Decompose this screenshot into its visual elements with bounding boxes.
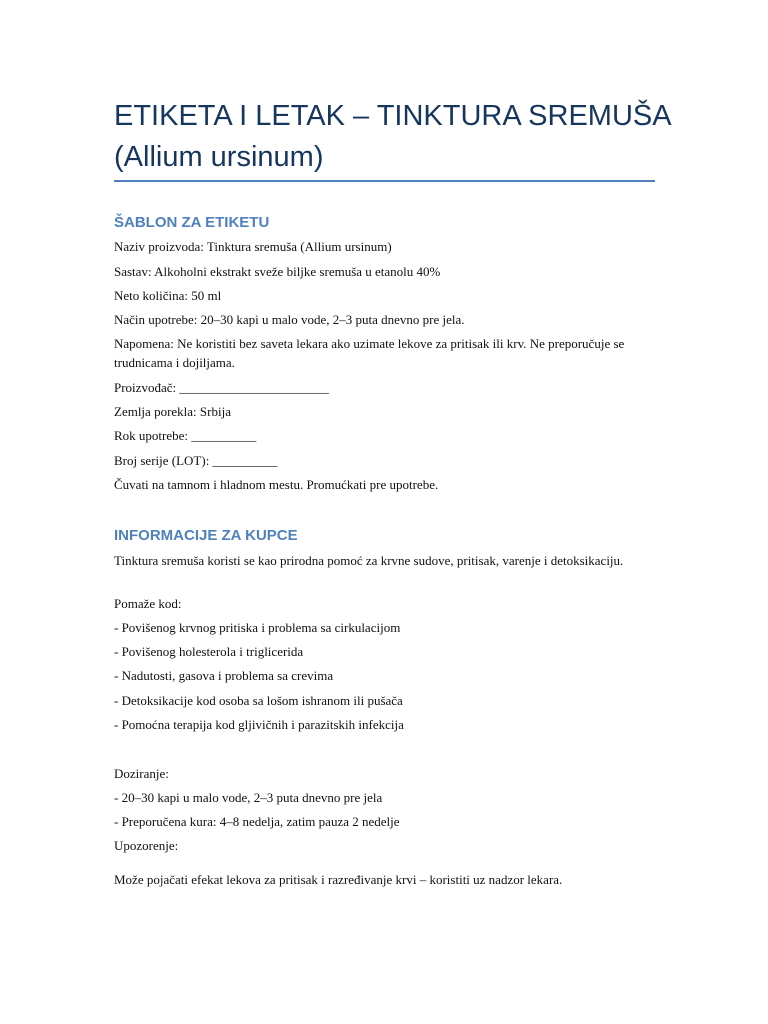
label-template-heading: ŠABLON ZA ETIKETU bbox=[114, 214, 270, 231]
label-note: Napomena: Ne koristiti bez saveta lekara ako uzimate lekove za pritisak ili krv. Ne preporučuje se trudnicama i dojiljama. bbox=[114, 336, 625, 370]
document-title bbox=[114, 96, 674, 178]
label-storage: Čuvati na tamnom i hladnom mestu. Promućkati pre upotrebe. bbox=[114, 477, 439, 492]
helps-label: Pomaže kod: bbox=[114, 596, 182, 611]
dosage-item: - Preporučena kura: 4–8 nedelja, zatim pauza 2 nedelje bbox=[114, 814, 400, 829]
warning-text: Može pojačati efekat lekova za pritisak i razređivanje krvi – koristiti uz nadzor lekara. bbox=[114, 872, 563, 887]
label-manufacturer: Proizvođač: _______________________ bbox=[114, 380, 329, 395]
helps-item: - Povišenog krvnog pritiska i problema sa cirkulacijom bbox=[114, 620, 401, 635]
label-usage: Način upotrebe: 20–30 kapi u malo vode, 2–3 puta dnevno pre jela. bbox=[114, 312, 465, 327]
label-expiry: Rok upotrebe: __________ bbox=[114, 428, 257, 443]
label-product-name: Naziv proizvoda: Tinktura sremuša (Allium ursinum) bbox=[114, 239, 392, 254]
helps-item: - Pomoćna terapija kod gljivičnih i parazitskih infekcija bbox=[114, 717, 404, 732]
label-composition: Sastav: Alkoholni ekstrakt sveže biljke sremuša u etanolu 40% bbox=[114, 264, 441, 279]
helps-item: - Nadutosti, gasova i problema sa crevima bbox=[114, 668, 334, 683]
dosage-item: - 20–30 kapi u malo vode, 2–3 puta dnevno pre jela bbox=[114, 790, 383, 805]
title-underline bbox=[114, 180, 655, 182]
dosage-label: Doziranje: bbox=[114, 766, 169, 781]
customer-info-intro: Tinktura sremuša koristi se kao prirodna pomoć za krvne sudove, pritisak, varenje i detoksikaciju. bbox=[114, 553, 624, 568]
title-line-2: (Allium ursinum) bbox=[114, 141, 324, 173]
label-country-of-origin: Zemlja porekla: Srbija bbox=[114, 404, 231, 419]
helps-item: - Detoksikacije kod osoba sa lošom ishranom ili pušača bbox=[114, 693, 403, 708]
helps-item: - Povišenog holesterola i triglicerida bbox=[114, 644, 304, 659]
title-line-1: ETIKETA I LETAK – TINKTURA SREMUŠA bbox=[114, 100, 672, 132]
label-net-quantity: Neto količina: 50 ml bbox=[114, 288, 222, 303]
customer-info-heading: INFORMACIJE ZA KUPCE bbox=[114, 527, 298, 544]
label-lot-number: Broj serije (LOT): __________ bbox=[114, 453, 278, 468]
warning-label: Upozorenje: bbox=[114, 838, 179, 853]
